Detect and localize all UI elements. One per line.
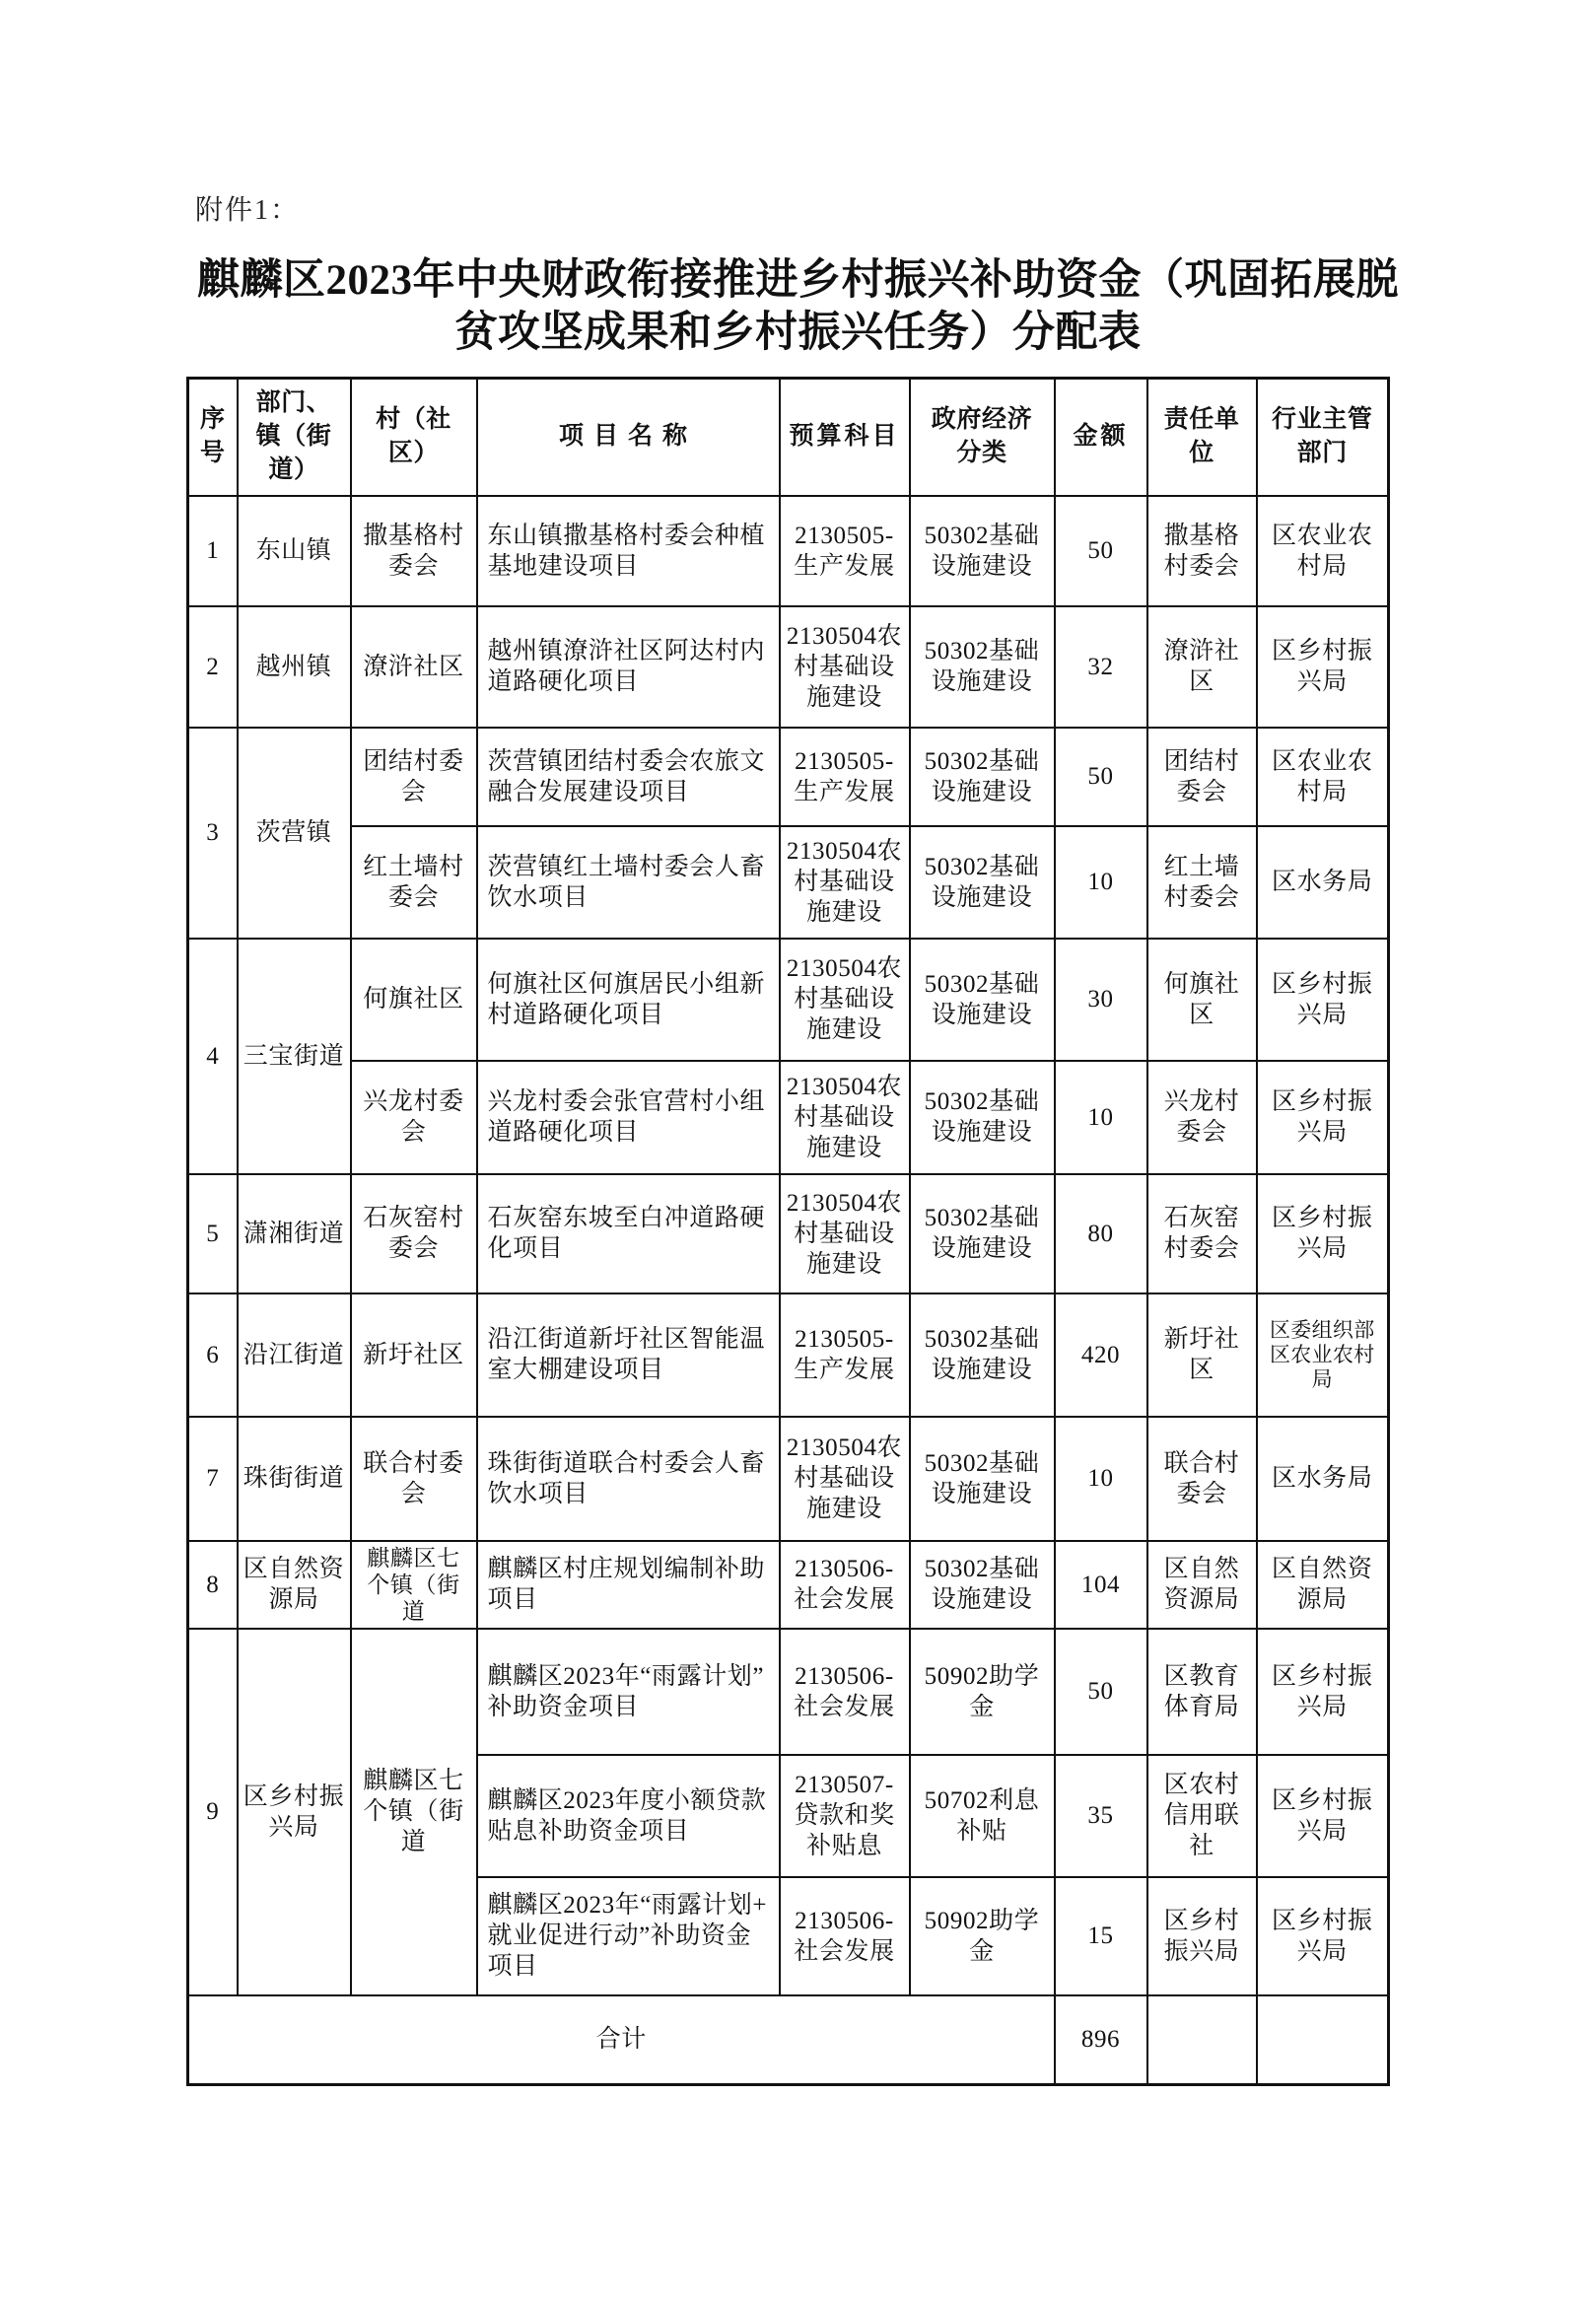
cell-amount: 50	[1055, 728, 1147, 826]
table-row	[188, 1417, 1389, 1541]
cell-project: 麒麟区村庄规划编制补助项目	[477, 1541, 780, 1629]
header-amount: 金额	[1055, 379, 1147, 496]
cell-village: 联合村委会	[351, 1417, 477, 1541]
header-project: 项目名称	[477, 379, 780, 496]
cell-seq: 2	[188, 606, 238, 728]
cell-budget-subject: 2130504农村基础设施建设	[780, 826, 910, 939]
cell-department: 沿江街道	[238, 1293, 351, 1417]
cell-project: 茨营镇团结村委会农旅文融合发展建设项目	[477, 728, 780, 826]
cell-responsible-unit: 区自然资源局	[1147, 1541, 1257, 1629]
cell-department: 三宝街道	[238, 939, 351, 1174]
cell-village: 红土墙村委会	[351, 826, 477, 939]
cell-seq: 7	[188, 1417, 238, 1541]
header-seq: 序号	[188, 379, 238, 496]
header-village: 村（社区）	[351, 379, 477, 496]
cell-supervising-dept: 区水务局	[1257, 1417, 1389, 1541]
cell-budget-subject: 2130504农村基础设施建设	[780, 939, 910, 1061]
cell-village: 潦浒社区	[351, 606, 477, 728]
cell-village: 何旗社区	[351, 939, 477, 1061]
cell-project: 麒麟区2023年“雨露计划+就业促进行动”补助资金项目	[477, 1877, 780, 1995]
cell-amount: 30	[1055, 939, 1147, 1061]
cell-budget-subject: 2130506-社会发展	[780, 1877, 910, 1995]
cell-economic-class: 50302基础设施建设	[910, 1293, 1055, 1417]
cell-economic-class: 50302基础设施建设	[910, 1174, 1055, 1293]
cell-budget-subject: 2130504农村基础设施建设	[780, 1174, 910, 1293]
cell-amount: 15	[1055, 1877, 1147, 1995]
table-row	[188, 1293, 1389, 1417]
table-row	[188, 1541, 1389, 1629]
cell-village: 撒基格村委会	[351, 496, 477, 606]
cell-village: 石灰窑村委会	[351, 1174, 477, 1293]
document-title	[0, 254, 1596, 359]
total-empty-cell	[1147, 1995, 1257, 2085]
cell-economic-class: 50302基础设施建设	[910, 939, 1055, 1061]
cell-economic-class: 50302基础设施建设	[910, 496, 1055, 606]
title-line-2: 贫攻坚成果和乡村振兴任务）分配表	[454, 310, 1142, 356]
cell-seq: 5	[188, 1174, 238, 1293]
cell-project: 麒麟区2023年度小额贷款贴息补助资金项目	[477, 1755, 780, 1877]
cell-seq: 3	[188, 728, 238, 939]
cell-amount: 104	[1055, 1541, 1147, 1629]
cell-supervising-dept: 区农业农村局	[1257, 728, 1389, 826]
cell-seq: 9	[188, 1629, 238, 1995]
cell-amount: 10	[1055, 1061, 1147, 1174]
cell-supervising-dept: 区乡村振兴局	[1257, 1755, 1389, 1877]
cell-economic-class: 50302基础设施建设	[910, 606, 1055, 728]
cell-department: 珠街街道	[238, 1417, 351, 1541]
cell-amount: 50	[1055, 1629, 1147, 1755]
cell-village: 麒麟区七个镇（街道	[351, 1541, 477, 1629]
cell-supervising-dept: 区乡村振兴局	[1257, 939, 1389, 1061]
cell-budget-subject: 2130506-社会发展	[780, 1629, 910, 1755]
cell-project: 沿江街道新圩社区智能温室大棚建设项目	[477, 1293, 780, 1417]
cell-seq: 1	[188, 496, 238, 606]
cell-responsible-unit: 新圩社区	[1147, 1293, 1257, 1417]
cell-responsible-unit: 团结村委会	[1147, 728, 1257, 826]
header-responsible-unit: 责任单位	[1147, 379, 1257, 496]
cell-responsible-unit: 石灰窑村委会	[1147, 1174, 1257, 1293]
cell-budget-subject: 2130507-贷款和奖补贴息	[780, 1755, 910, 1877]
total-empty-cell	[1257, 1995, 1389, 2085]
cell-project: 石灰窑东坡至白冲道路硬化项目	[477, 1174, 780, 1293]
cell-project: 茨营镇红土墙村委会人畜饮水项目	[477, 826, 780, 939]
title-line-1: 麒麟区2023年中央财政衔接推进乡村振兴补助资金（巩固拓展脱	[197, 257, 1399, 304]
cell-amount: 50	[1055, 496, 1147, 606]
cell-amount: 80	[1055, 1174, 1147, 1293]
header-economic-class: 政府经济分类	[910, 379, 1055, 496]
cell-budget-subject: 2130504农村基础设施建设	[780, 1061, 910, 1174]
cell-village: 兴龙村委会	[351, 1061, 477, 1174]
table-row	[188, 728, 1389, 826]
cell-supervising-dept: 区自然资源局	[1257, 1541, 1389, 1629]
header-supervising-dept: 行业主管部门	[1257, 379, 1389, 496]
cell-responsible-unit: 何旗社区	[1147, 939, 1257, 1061]
cell-economic-class: 50302基础设施建设	[910, 1061, 1055, 1174]
cell-seq: 4	[188, 939, 238, 1174]
cell-supervising-dept: 区乡村振兴局	[1257, 606, 1389, 728]
cell-supervising-dept: 区水务局	[1257, 826, 1389, 939]
cell-amount: 420	[1055, 1293, 1147, 1417]
cell-supervising-dept: 区乡村振兴局	[1257, 1629, 1389, 1755]
cell-economic-class: 50302基础设施建设	[910, 728, 1055, 826]
table-row	[188, 826, 1389, 939]
table-row	[188, 939, 1389, 1061]
table-row	[188, 496, 1389, 606]
cell-economic-class: 50702利息补贴	[910, 1755, 1055, 1877]
cell-project: 珠街街道联合村委会人畜饮水项目	[477, 1417, 780, 1541]
cell-project: 何旗社区何旗居民小组新村道路硬化项目	[477, 939, 780, 1061]
allocation-table	[186, 377, 1390, 2086]
cell-supervising-dept: 区乡村振兴局	[1257, 1877, 1389, 1995]
cell-department: 东山镇	[238, 496, 351, 606]
cell-village: 新圩社区	[351, 1293, 477, 1417]
cell-supervising-dept: 区乡村振兴局	[1257, 1061, 1389, 1174]
table-row	[188, 1629, 1389, 1755]
cell-supervising-dept: 区委组织部区农业农村局	[1257, 1293, 1389, 1417]
cell-project: 麒麟区2023年“雨露计划”补助资金项目	[477, 1629, 780, 1755]
cell-department: 区乡村振兴局	[238, 1629, 351, 1995]
cell-amount: 10	[1055, 826, 1147, 939]
cell-seq: 8	[188, 1541, 238, 1629]
table-row	[188, 1174, 1389, 1293]
cell-project: 东山镇撒基格村委会种植基地建设项目	[477, 496, 780, 606]
cell-economic-class: 50902助学金	[910, 1877, 1055, 1995]
cell-supervising-dept: 区农业农村局	[1257, 496, 1389, 606]
cell-supervising-dept: 区乡村振兴局	[1257, 1174, 1389, 1293]
table-row	[188, 606, 1389, 728]
cell-economic-class: 50302基础设施建设	[910, 1541, 1055, 1629]
cell-economic-class: 50902助学金	[910, 1629, 1055, 1755]
cell-responsible-unit: 潦浒社区	[1147, 606, 1257, 728]
cell-responsible-unit: 撒基格村委会	[1147, 496, 1257, 606]
cell-department: 茨营镇	[238, 728, 351, 939]
cell-responsible-unit: 兴龙村委会	[1147, 1061, 1257, 1174]
attachment-label: 附件1：	[195, 195, 301, 226]
cell-department: 越州镇	[238, 606, 351, 728]
cell-economic-class: 50302基础设施建设	[910, 1417, 1055, 1541]
cell-responsible-unit: 区乡村振兴局	[1147, 1877, 1257, 1995]
cell-budget-subject: 2130504农村基础设施建设	[780, 606, 910, 728]
header-department: 部门、镇（街道）	[238, 379, 351, 496]
cell-seq: 6	[188, 1293, 238, 1417]
cell-department: 潇湘街道	[238, 1174, 351, 1293]
cell-village: 团结村委会	[351, 728, 477, 826]
cell-responsible-unit: 区教育体育局	[1147, 1629, 1257, 1755]
total-row	[188, 1995, 1389, 2085]
cell-responsible-unit: 红土墙村委会	[1147, 826, 1257, 939]
cell-budget-subject: 2130506-社会发展	[780, 1541, 910, 1629]
cell-amount: 10	[1055, 1417, 1147, 1541]
cell-project: 兴龙村委会张官营村小组道路硬化项目	[477, 1061, 780, 1174]
cell-budget-subject: 2130505-生产发展	[780, 496, 910, 606]
cell-responsible-unit: 区农村信用联社	[1147, 1755, 1257, 1877]
cell-budget-subject: 2130505-生产发展	[780, 1293, 910, 1417]
total-amount: 896	[1055, 1995, 1147, 2085]
cell-amount: 32	[1055, 606, 1147, 728]
header-budget-subject: 预算科目	[780, 379, 910, 496]
cell-budget-subject: 2130504农村基础设施建设	[780, 1417, 910, 1541]
table-row	[188, 1061, 1389, 1174]
cell-amount: 35	[1055, 1755, 1147, 1877]
total-label: 合计	[188, 1995, 1055, 2085]
header-row	[188, 379, 1389, 496]
cell-village: 麒麟区七个镇（街道	[351, 1629, 477, 1995]
cell-department: 区自然资源局	[238, 1541, 351, 1629]
cell-budget-subject: 2130505-生产发展	[780, 728, 910, 826]
cell-economic-class: 50302基础设施建设	[910, 826, 1055, 939]
cell-project: 越州镇潦浒社区阿达村内道路硬化项目	[477, 606, 780, 728]
cell-responsible-unit: 联合村委会	[1147, 1417, 1257, 1541]
